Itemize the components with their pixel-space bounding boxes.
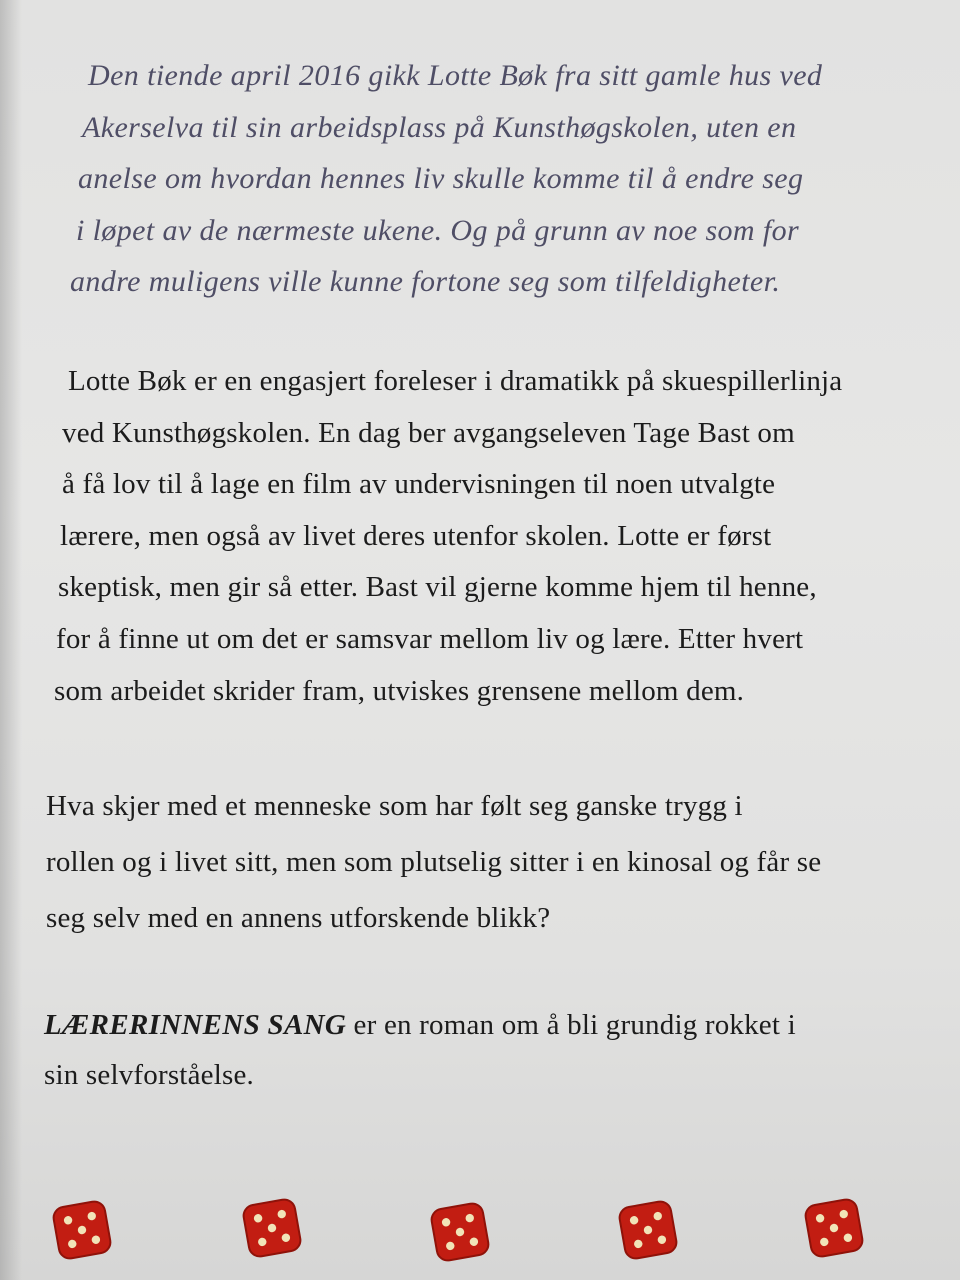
die-five-icon bbox=[238, 1194, 306, 1262]
synopsis-paragraph bbox=[52, 356, 842, 717]
intro-line: Den tiende april 2016 gikk Lotte Bøk fra sitt gamle hus ved bbox=[88, 59, 823, 92]
question-line: seg selv med en annens utforskende blikk? bbox=[46, 902, 551, 934]
question-line: rollen og i livet sitt, men som plutselig sitter i en kinosal og får se bbox=[46, 846, 822, 878]
closing-paragraph bbox=[44, 1000, 796, 1100]
synopsis-line: som arbeidet skrider fram, utviskes grensene mellom dem. bbox=[54, 674, 745, 707]
die-five-icon bbox=[614, 1196, 682, 1264]
book-title: LÆRERINNENS SANG bbox=[44, 1009, 347, 1041]
dice-row bbox=[0, 1190, 960, 1280]
intro-blurb bbox=[70, 50, 900, 308]
synopsis-line: ved Kunsthøgskolen. En dag ber avgangseleven Tage Bast om bbox=[62, 416, 795, 449]
die-five-icon bbox=[426, 1198, 494, 1266]
intro-line: anelse om hvordan hennes liv skulle komme til å endre seg bbox=[78, 162, 804, 195]
synopsis-line: Lotte Bøk er en engasjert foreleser i dramatikk på skuespillerlinja bbox=[68, 365, 843, 397]
page-edge-shadow bbox=[0, 0, 22, 1280]
die-five-icon bbox=[800, 1194, 868, 1262]
synopsis-line: for å finne ut om det er samsvar mellom liv og lære. Etter hvert bbox=[56, 622, 804, 655]
question-line: Hva skjer med et menneske som har følt seg ganske trygg i bbox=[46, 790, 743, 822]
intro-line: Akerselva til sin arbeidsplass på Kunsthøgskolen, uten en bbox=[82, 110, 797, 144]
intro-line: i løpet av de nærmeste ukene. Og på grunn av noe som for bbox=[76, 213, 800, 247]
closing-line-rest: er en roman om å bli grundig rokket i bbox=[346, 1009, 796, 1041]
synopsis-line: skeptisk, men gir så etter. Bast vil gjerne komme hjem til henne, bbox=[58, 571, 817, 604]
question-paragraph bbox=[46, 778, 821, 946]
synopsis-line: lærere, men også av livet deres utenfor skolen. Lotte er først bbox=[60, 519, 772, 552]
closing-line: sin selvforståelse. bbox=[44, 1059, 254, 1091]
closing-line bbox=[44, 1000, 796, 1050]
die-five-icon bbox=[48, 1196, 116, 1264]
synopsis-line: å få lov til å lage en film av undervisningen til noen utvalgte bbox=[62, 468, 776, 501]
intro-line: andre muligens ville kunne fortone seg som tilfeldigheter. bbox=[70, 265, 781, 298]
